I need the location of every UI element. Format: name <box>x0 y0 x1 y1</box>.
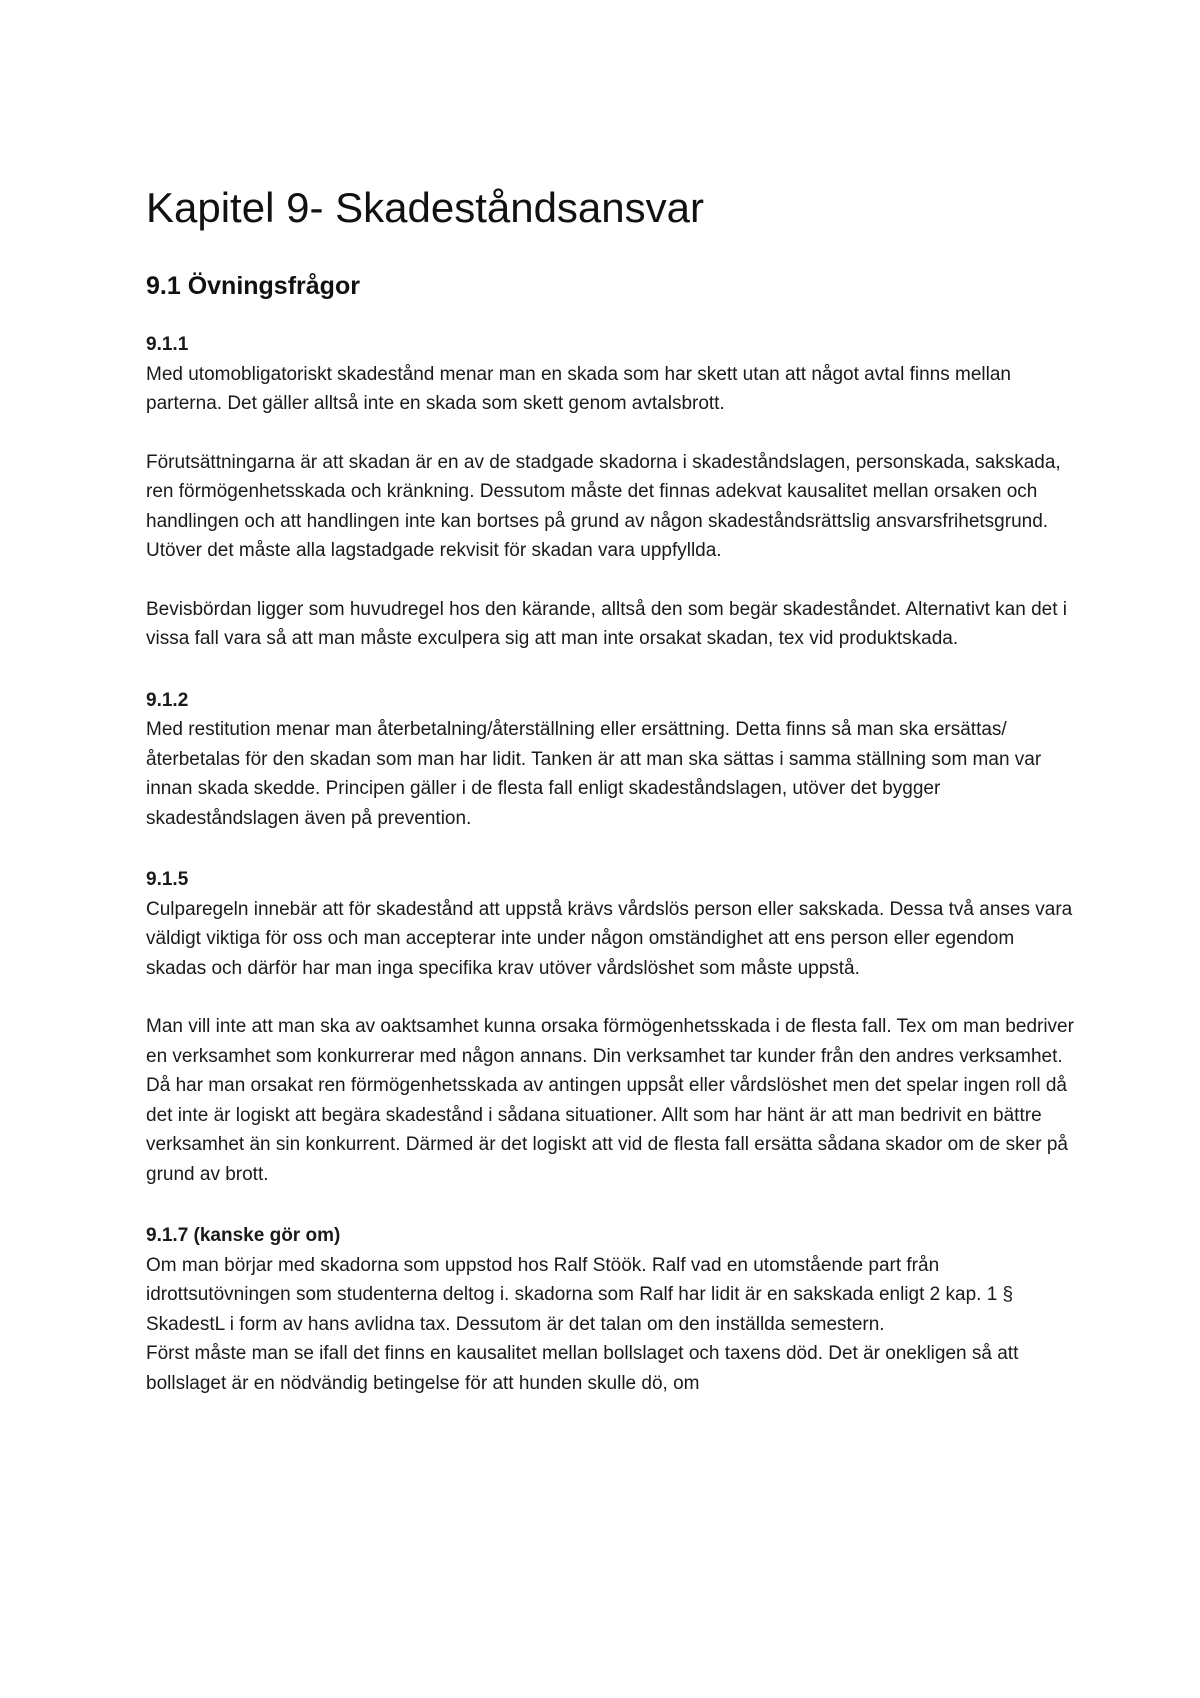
section-heading: 9.1.1 <box>146 334 189 355</box>
paragraph: Med utomobligatoriskt skadestånd menar man en skada som har skett utan att något avtal finns mellan parterna. Det gäller alltså inte en skada som skett genom avtalsbrott. <box>146 363 1011 414</box>
paragraph: Först måste man se ifall det finns en kausalitet mellan bollslaget och taxens död. Det är onekligen så att bollslaget är en nödvändig betingelse för att hunden skulle dö, om <box>146 1343 1019 1394</box>
paragraph: Om man börjar med skadorna som uppstod hos Ralf Stöök. Ralf vad en utomstående part från idrottsutövningen som studenterna deltog i. skadorna som Ralf har lidit är en sakskada enligt 2 kap. 1 § SkadestL i form av hans avlidna tax. Dessutom är det talan om den inställda semestern. <box>146 1254 1014 1335</box>
section-title: 9.1 Övningsfrågor <box>146 272 360 300</box>
section-9-1-1 <box>146 330 1076 654</box>
section-9-1-2 <box>146 686 1076 834</box>
paragraph: Culparegeln innebär att för skadestånd att uppstå krävs vårdslös person eller sakskada. Dessa två anses vara väldigt viktiga för oss och man accepterar inte under någon omständighet att ens person eller egendom skadas och därför har man inga specifika krav utöver vårdslöshet som måste uppstå. <box>146 898 1073 979</box>
document-content <box>146 180 1076 1398</box>
section-heading: 9.1.5 <box>146 869 189 890</box>
paragraph: Förutsättningarna är att skadan är en av de stadgade skadorna i skadeståndslagen, personskada, sakskada, ren förmögenhetsskada och kränkning. Dessutom måste det finnas adekvat kausalitet mellan orsaken och handlingen och att handlingen inte kan bortses på grund av någon skadeståndsrättslig ansvarsfrihetsgrund. Utöver det måste alla lagstadgade rekvisit för skadan vara uppfyllda. <box>146 451 1061 561</box>
page-title: Kapitel 9- Skadeståndsansvar <box>146 184 704 231</box>
paragraph: Bevisbördan ligger som huvudregel hos den kärande, alltså den som begär skadeståndet. Alternativt kan det i vissa fall vara så att man måste exculpera sig att man inte orsakat skadan, tex vid produktskada. <box>146 598 1068 649</box>
paragraph: Med restitution menar man återbetalning/återställning eller ersättning. Detta finns så man ska ersättas/återbetalas för den skadan som man har lidit. Tanken är att man ska sättas i samma ställning som man var innan skada skedde. Principen gäller i de flesta fall enligt skadeståndslagen, utöver det bygger skadeståndslagen även på prevention. <box>146 719 1042 829</box>
section-9-1-5 <box>146 865 1076 1189</box>
section-heading: 9.1.7 (kanske gör om) <box>146 1225 341 1246</box>
section-9-1-7 <box>146 1221 1076 1398</box>
section-heading: 9.1.2 <box>146 689 189 711</box>
paragraph: Man vill inte att man ska av oaktsamhet kunna orsaka förmögenhetsskada i de flesta fall. Tex om man bedriver en verksamhet som konkurrerar med någon annans. Din verksamhet tar kunder från den andres verksamhet. Då har man orsakat ren förmögenhetsskada av antingen uppsåt eller vårdslöshet men det spelar ingen roll då det inte är logiskt att begära skadestånd i sådana situationer. Allt som har hänt är att man bedrivit en bättre verksamhet än sin konkurrent. Därmed är det logiskt att vid de flesta fall ersätta sådana skador om de sker på grund av brott. <box>146 1016 1074 1185</box>
